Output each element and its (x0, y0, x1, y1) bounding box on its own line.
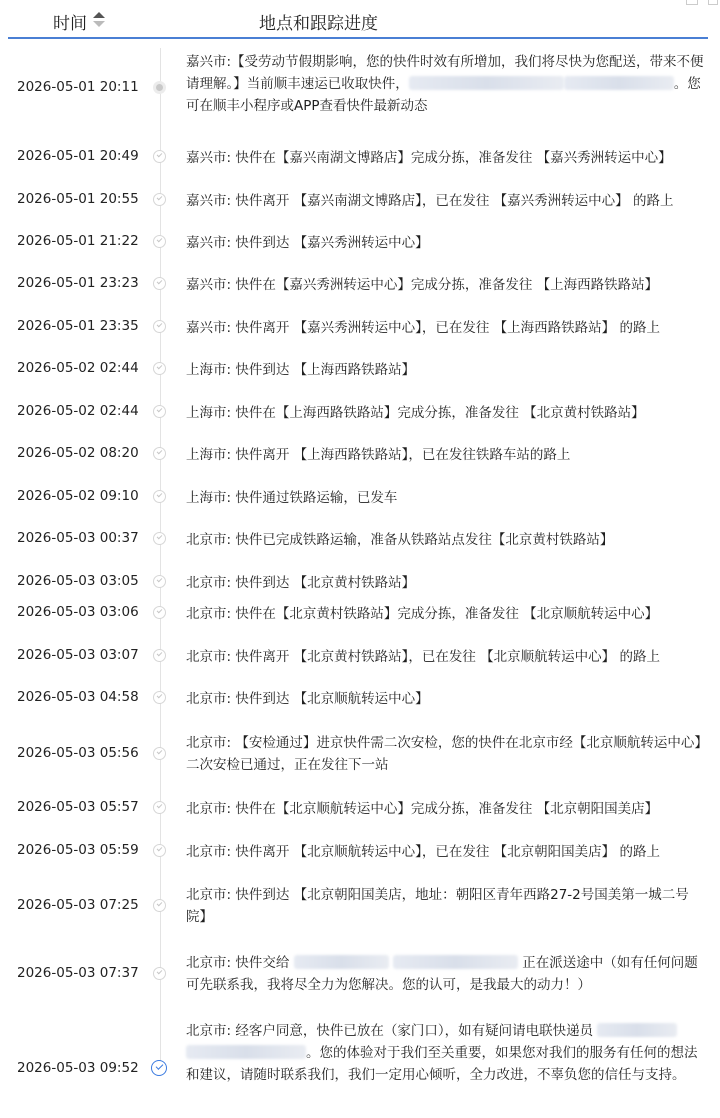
timeline-dot-icon (153, 81, 166, 94)
check-circle-icon (153, 277, 166, 290)
check-circle-icon (153, 747, 166, 760)
redacted-info (186, 1045, 306, 1059)
timeline-row (0, 952, 720, 998)
redacted-info (597, 1023, 677, 1037)
check-circle-icon (153, 362, 166, 375)
event-description: 北京市: 快件离开 【北京黄村铁路站】，已在发往 【北京顺航转运中心】 的路上 (186, 649, 660, 665)
table-header (0, 0, 720, 38)
event-description (186, 952, 706, 996)
event-description (186, 51, 706, 117)
check-circle-icon (153, 649, 166, 662)
redacted-info (409, 76, 564, 90)
event-time: 2026-05-01 23:35 (17, 318, 139, 334)
event-time: 2026-05-03 07:25 (17, 897, 139, 913)
timeline-row (0, 274, 720, 296)
event-time: 2026-05-03 03:07 (17, 647, 139, 663)
event-description: 嘉兴市: 快件到达 【嘉兴秀洲转运中心】 (186, 235, 429, 251)
event-time: 2026-05-02 09:10 (17, 488, 139, 504)
event-time: 2026-05-03 05:59 (17, 842, 139, 858)
check-circle-icon (153, 606, 166, 619)
event-time: 2026-05-03 07:37 (17, 965, 139, 981)
event-time: 2026-05-03 04:58 (17, 689, 139, 705)
event-time: 2026-05-02 02:44 (17, 360, 139, 376)
event-time: 2026-05-03 03:06 (17, 604, 139, 620)
redacted-info (393, 955, 518, 969)
event-description: 嘉兴市: 快件在【嘉兴南湖文博路店】完成分拣，准备发往 【嘉兴秀洲转运中心】 (186, 150, 672, 166)
timeline-row (0, 688, 720, 710)
check-circle-icon (153, 405, 166, 418)
event-description: 上海市: 快件到达 【上海西路铁路站】 (186, 362, 416, 378)
event-time: 2026-05-03 05:56 (17, 745, 139, 761)
redacted-info (294, 955, 389, 969)
check-circle-icon (153, 575, 166, 588)
event-text: 。您的体验对于我们至关重要，如果您对我们的服务有任何的想法和建议，请随时联系我们，我们一定用心倾听，全力改进，不辜负您的信任与支持。 (186, 1045, 698, 1083)
timeline-row (0, 572, 720, 594)
timeline-row (0, 798, 720, 820)
event-time: 2026-05-01 23:23 (17, 275, 139, 291)
event-description: 北京市: 快件到达 【北京黄村铁路站】 (186, 575, 416, 591)
event-time: 2026-05-02 08:20 (17, 445, 139, 461)
event-description: 北京市: 快件到达 【北京朝阳国美店，地址：朝阳区青年西路27-2号国美第一城二号院】 (186, 887, 689, 925)
event-time: 2026-05-01 20:49 (17, 148, 139, 164)
timeline-row (0, 49, 720, 124)
event-time: 2026-05-03 00:37 (17, 530, 139, 546)
check-circle-icon (153, 967, 166, 980)
event-description: 嘉兴市: 快件在【嘉兴秀洲转运中心】完成分拣，准备发往 【上海西路铁路站】 (186, 277, 659, 293)
event-description: 嘉兴市: 快件离开 【嘉兴秀洲转运中心】，已在发往 【上海西路铁路站】 的路上 (186, 320, 660, 336)
event-text: 嘉兴市:【受劳动节假期影响，您的快件时效有所增加，我们将尽快为您配送，带来不便请理解。】当前顺丰速运已收取快件， (186, 54, 704, 92)
event-description: 北京市: 快件在【北京黄村铁路站】完成分拣，准备发往 【北京顺航转运中心】 (186, 606, 659, 622)
event-time: 2026-05-03 05:57 (17, 799, 139, 815)
check-circle-icon (153, 193, 166, 206)
event-description: 北京市: 快件已完成铁路运输，准备从铁路站点发往【北京黄村铁路站】 (186, 532, 614, 548)
window-control (708, 0, 718, 5)
event-time: 2026-05-02 02:44 (17, 403, 139, 419)
event-time: 2026-05-01 20:55 (17, 191, 139, 207)
timeline-row (0, 190, 720, 212)
check-circle-icon (153, 532, 166, 545)
redacted-info (564, 76, 674, 90)
event-description: 上海市: 快件通过铁路运输，已发车 (186, 490, 398, 506)
timeline-row (0, 646, 720, 668)
event-text: 。您可在顺丰小程序或APP查看快件最新动态 (186, 76, 701, 114)
event-description: 上海市: 快件离开 【上海西路铁路站】，已在发往铁路车站的路上 (186, 447, 571, 463)
check-circle-icon (153, 801, 166, 814)
timeline-row (0, 529, 720, 551)
event-description: 北京市: 【安检通过】进京快件需二次安检，您的快件在北京市经【北京顺航转运中心】二次安检已通过，正在发往下一站 (186, 735, 702, 773)
event-description: 北京市: 快件离开 【北京顺航转运中心】，已在发往 【北京朝阳国美店】 的路上 (186, 844, 660, 860)
event-description: 北京市: 快件在【北京顺航转运中心】完成分拣，准备发往 【北京朝阳国美店】 (186, 801, 659, 817)
timeline-row (0, 487, 720, 509)
check-circle-icon (153, 490, 166, 503)
check-circle-icon (153, 899, 166, 912)
timeline-row (0, 317, 720, 339)
timeline-row (0, 147, 720, 169)
event-text: 正在派送途中（如有任何问题可先联系我，我将尽全力为您解决。您的认可，是我最大的动力！） (186, 955, 698, 993)
check-circle-icon (151, 1060, 167, 1076)
check-circle-icon (153, 447, 166, 460)
event-time: 2026-05-03 09:52 (17, 1060, 139, 1076)
event-time: 2026-05-01 20:11 (17, 79, 139, 95)
timeline-row (0, 444, 720, 466)
event-description (186, 1020, 706, 1086)
timeline-row (0, 603, 720, 625)
timeline-row (0, 841, 720, 863)
check-circle-icon (153, 320, 166, 333)
event-description: 北京市: 快件到达 【北京顺航转运中心】 (186, 691, 429, 707)
window-control (686, 0, 698, 5)
event-description: 上海市: 快件在【上海西路铁路站】完成分拣，准备发往 【北京黄村铁路站】 (186, 405, 645, 421)
check-circle-icon (153, 844, 166, 857)
check-circle-icon (153, 691, 166, 704)
sort-icon[interactable] (93, 12, 105, 28)
event-description: 嘉兴市: 快件离开 【嘉兴南湖文博路店】，已在发往 【嘉兴秀洲转运中心】 的路上 (186, 193, 674, 209)
timeline-row (0, 402, 720, 424)
event-text: 北京市: 快件交给 (186, 955, 290, 971)
event-time: 2026-05-01 21:22 (17, 233, 139, 249)
event-text: 北京市: 经客户同意，快件已放在（家门口），如有疑问请电联快递员 (186, 1023, 594, 1039)
time-column-header[interactable]: 时间 (53, 14, 87, 34)
check-circle-icon (153, 235, 166, 248)
event-time: 2026-05-03 03:05 (17, 573, 139, 589)
header-divider (8, 37, 708, 39)
timeline-row (0, 732, 720, 778)
timeline-row (0, 232, 720, 254)
timeline-row (0, 1020, 720, 1112)
location-column-header: 地点和跟踪进度 (259, 14, 378, 34)
timeline-row (0, 884, 720, 930)
check-circle-icon (153, 150, 166, 163)
timeline-row (0, 359, 720, 381)
